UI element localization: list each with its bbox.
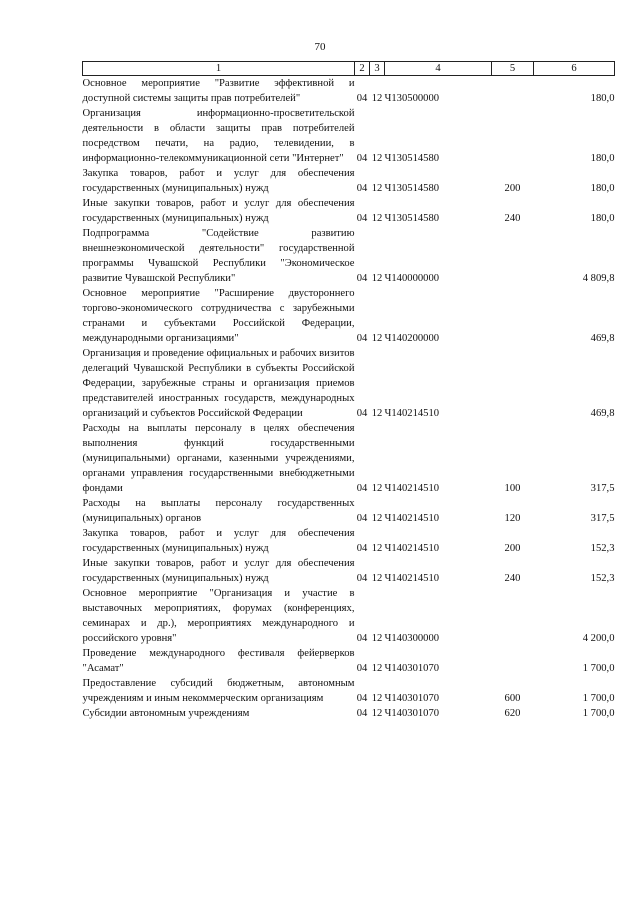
row-amount: 4 809,8 [582, 273, 615, 284]
row-target-article: Ч140214510 [384, 573, 440, 584]
table-row [83, 106, 615, 166]
table-row [83, 196, 615, 226]
row-name: Основное мероприятие "Расширение двустороннего торгово-экономического сотрудничества с зарубежными странами и субъектами Российской Федерации, международными организациями" [82, 288, 355, 344]
row-subsection-code: 12 [371, 543, 383, 554]
row-target-article: Ч130514580 [384, 183, 440, 194]
row-subsection-code: 12 [371, 213, 383, 224]
row-subsection-code: 12 [371, 663, 383, 674]
header-col-2: 2 [355, 62, 370, 76]
row-target-article: Ч140214510 [384, 408, 440, 419]
row-name: Организация информационно-просветительской деятельности в области защиты прав потребителей посредством печати, на радио, телевидении, в информационно-телекоммуникационной сети "Интернет" [82, 108, 355, 164]
row-amount: 469,8 [590, 408, 615, 419]
row-section-code: 04 [356, 183, 368, 194]
row-section-code: 04 [356, 633, 368, 644]
table-row [83, 76, 615, 107]
row-subsection-code: 12 [371, 273, 383, 284]
row-target-article: Ч140301070 [384, 708, 440, 719]
row-expense-type [492, 226, 534, 286]
row-target-article: Ч140000000 [384, 273, 440, 284]
row-section-code: 04 [356, 273, 368, 284]
page-number: 70 [314, 41, 326, 53]
row-amount: 317,5 [590, 513, 615, 524]
table-row [83, 706, 615, 721]
row-target-article: Ч130514580 [384, 153, 440, 164]
table-row [83, 676, 615, 706]
row-subsection-code: 12 [371, 693, 383, 704]
row-expense-type: 240 [504, 573, 521, 584]
row-amount: 180,0 [590, 183, 615, 194]
row-amount: 317,5 [590, 483, 615, 494]
row-section-code: 04 [356, 513, 368, 524]
row-subsection-code: 12 [371, 408, 383, 419]
row-expense-type [492, 586, 534, 646]
row-section-code: 04 [356, 93, 368, 104]
header-col-5: 5 [492, 62, 534, 76]
row-subsection-code: 12 [371, 573, 383, 584]
row-section-code: 04 [356, 408, 368, 419]
row-expense-type: 200 [504, 543, 521, 554]
row-name: Иные закупки товаров, работ и услуг для обеспечения государственных (муниципальных) нужд [82, 558, 355, 584]
row-target-article: Ч140301070 [384, 693, 440, 704]
table-row [83, 526, 615, 556]
row-name: Предоставление субсидий бюджетным, автономным учреждениям и иным некоммерческим организациям [82, 678, 355, 704]
row-amount: 180,0 [590, 213, 615, 224]
row-expense-type: 240 [504, 213, 521, 224]
table-row [83, 166, 615, 196]
row-section-code: 04 [356, 663, 368, 674]
table-row [83, 556, 615, 586]
row-section-code: 04 [356, 573, 368, 584]
row-target-article: Ч140200000 [384, 333, 440, 344]
row-expense-type: 120 [504, 513, 521, 524]
row-target-article: Ч140301070 [384, 663, 440, 674]
row-target-article: Ч140214510 [384, 543, 440, 554]
row-target-article: Ч140214510 [384, 483, 440, 494]
row-name: Организация и проведение официальных и рабочих визитов делегаций Чувашской Республики в субъекты Российской Федерации, зарубежные страны и организация приемов представителей иностранных государств, международных организаций и субъектов Российской Федерации [82, 348, 355, 419]
row-target-article: Ч140214510 [384, 513, 440, 524]
row-name: Подпрограмма "Содействие развитию внешнеэкономической деятельности" государственной программы Чувашской Республики "Экономическое развитие Чувашской Республики" [82, 228, 355, 284]
row-amount: 180,0 [590, 153, 615, 164]
row-expense-type: 620 [504, 708, 521, 719]
row-subsection-code: 12 [371, 513, 383, 524]
header-col-3: 3 [370, 62, 385, 76]
row-section-code: 04 [356, 693, 368, 704]
row-name: Расходы на выплаты персоналу в целях обеспечения выполнения функций государственными (муниципальными) органами, казенными учреждениями, органами управления государственными внебюджетными фондами [82, 423, 355, 494]
row-subsection-code: 12 [371, 183, 383, 194]
row-expense-type [492, 286, 534, 346]
row-section-code: 04 [356, 213, 368, 224]
row-name: Расходы на выплаты персоналу государственных (муниципальных) органов [82, 498, 355, 524]
budget-table [82, 61, 615, 721]
row-subsection-code: 12 [371, 333, 383, 344]
row-expense-type: 600 [504, 693, 521, 704]
row-name: Основное мероприятие "Организация и участие в выставочных мероприятиях, форумах (конференциях, семинарах и др.), мероприятиях международного и российского уровня" [82, 588, 355, 644]
row-section-code: 04 [356, 708, 368, 719]
row-section-code: 04 [356, 543, 368, 554]
row-name: Закупка товаров, работ и услуг для обеспечения государственных (муниципальных) нужд [82, 168, 355, 194]
header-col-6: 6 [534, 62, 615, 76]
table-row [83, 286, 615, 346]
row-subsection-code: 12 [371, 708, 383, 719]
row-section-code: 04 [356, 333, 368, 344]
row-target-article: Ч140300000 [384, 633, 440, 644]
row-amount: 469,8 [590, 333, 615, 344]
table-header-row [83, 62, 615, 76]
row-subsection-code: 12 [371, 483, 383, 494]
table-row [83, 496, 615, 526]
row-amount: 1 700,0 [582, 663, 615, 674]
header-col-1: 1 [83, 62, 355, 76]
row-section-code: 04 [356, 153, 368, 164]
row-name: Субсидии автономным учреждениям [82, 708, 250, 719]
table-row [83, 586, 615, 646]
row-name: Проведение международного фестиваля фейерверков "Асамат" [82, 648, 355, 674]
row-expense-type [492, 106, 534, 166]
row-amount: 152,3 [590, 543, 615, 554]
table-row [83, 226, 615, 286]
row-amount: 152,3 [590, 573, 615, 584]
row-expense-type: 200 [504, 183, 521, 194]
row-target-article: Ч130500000 [384, 93, 440, 104]
row-name: Иные закупки товаров, работ и услуг для обеспечения государственных (муниципальных) нужд [82, 198, 355, 224]
row-subsection-code: 12 [371, 153, 383, 164]
table-row [83, 346, 615, 421]
row-subsection-code: 12 [371, 633, 383, 644]
row-expense-type [492, 346, 534, 421]
row-amount: 1 700,0 [582, 708, 615, 719]
row-target-article: Ч130514580 [384, 213, 440, 224]
row-expense-type [492, 76, 534, 107]
row-expense-type [492, 646, 534, 676]
header-col-4: 4 [385, 62, 492, 76]
row-expense-type: 100 [504, 483, 521, 494]
row-amount: 4 200,0 [582, 633, 615, 644]
table-row [83, 421, 615, 496]
row-name: Закупка товаров, работ и услуг для обеспечения государственных (муниципальных) нужд [82, 528, 355, 554]
table-row [83, 646, 615, 676]
row-subsection-code: 12 [371, 93, 383, 104]
row-amount: 1 700,0 [582, 693, 615, 704]
row-section-code: 04 [356, 483, 368, 494]
row-amount: 180,0 [590, 93, 615, 104]
row-name: Основное мероприятие "Развитие эффективной и доступной системы защиты прав потребителей" [82, 78, 355, 104]
